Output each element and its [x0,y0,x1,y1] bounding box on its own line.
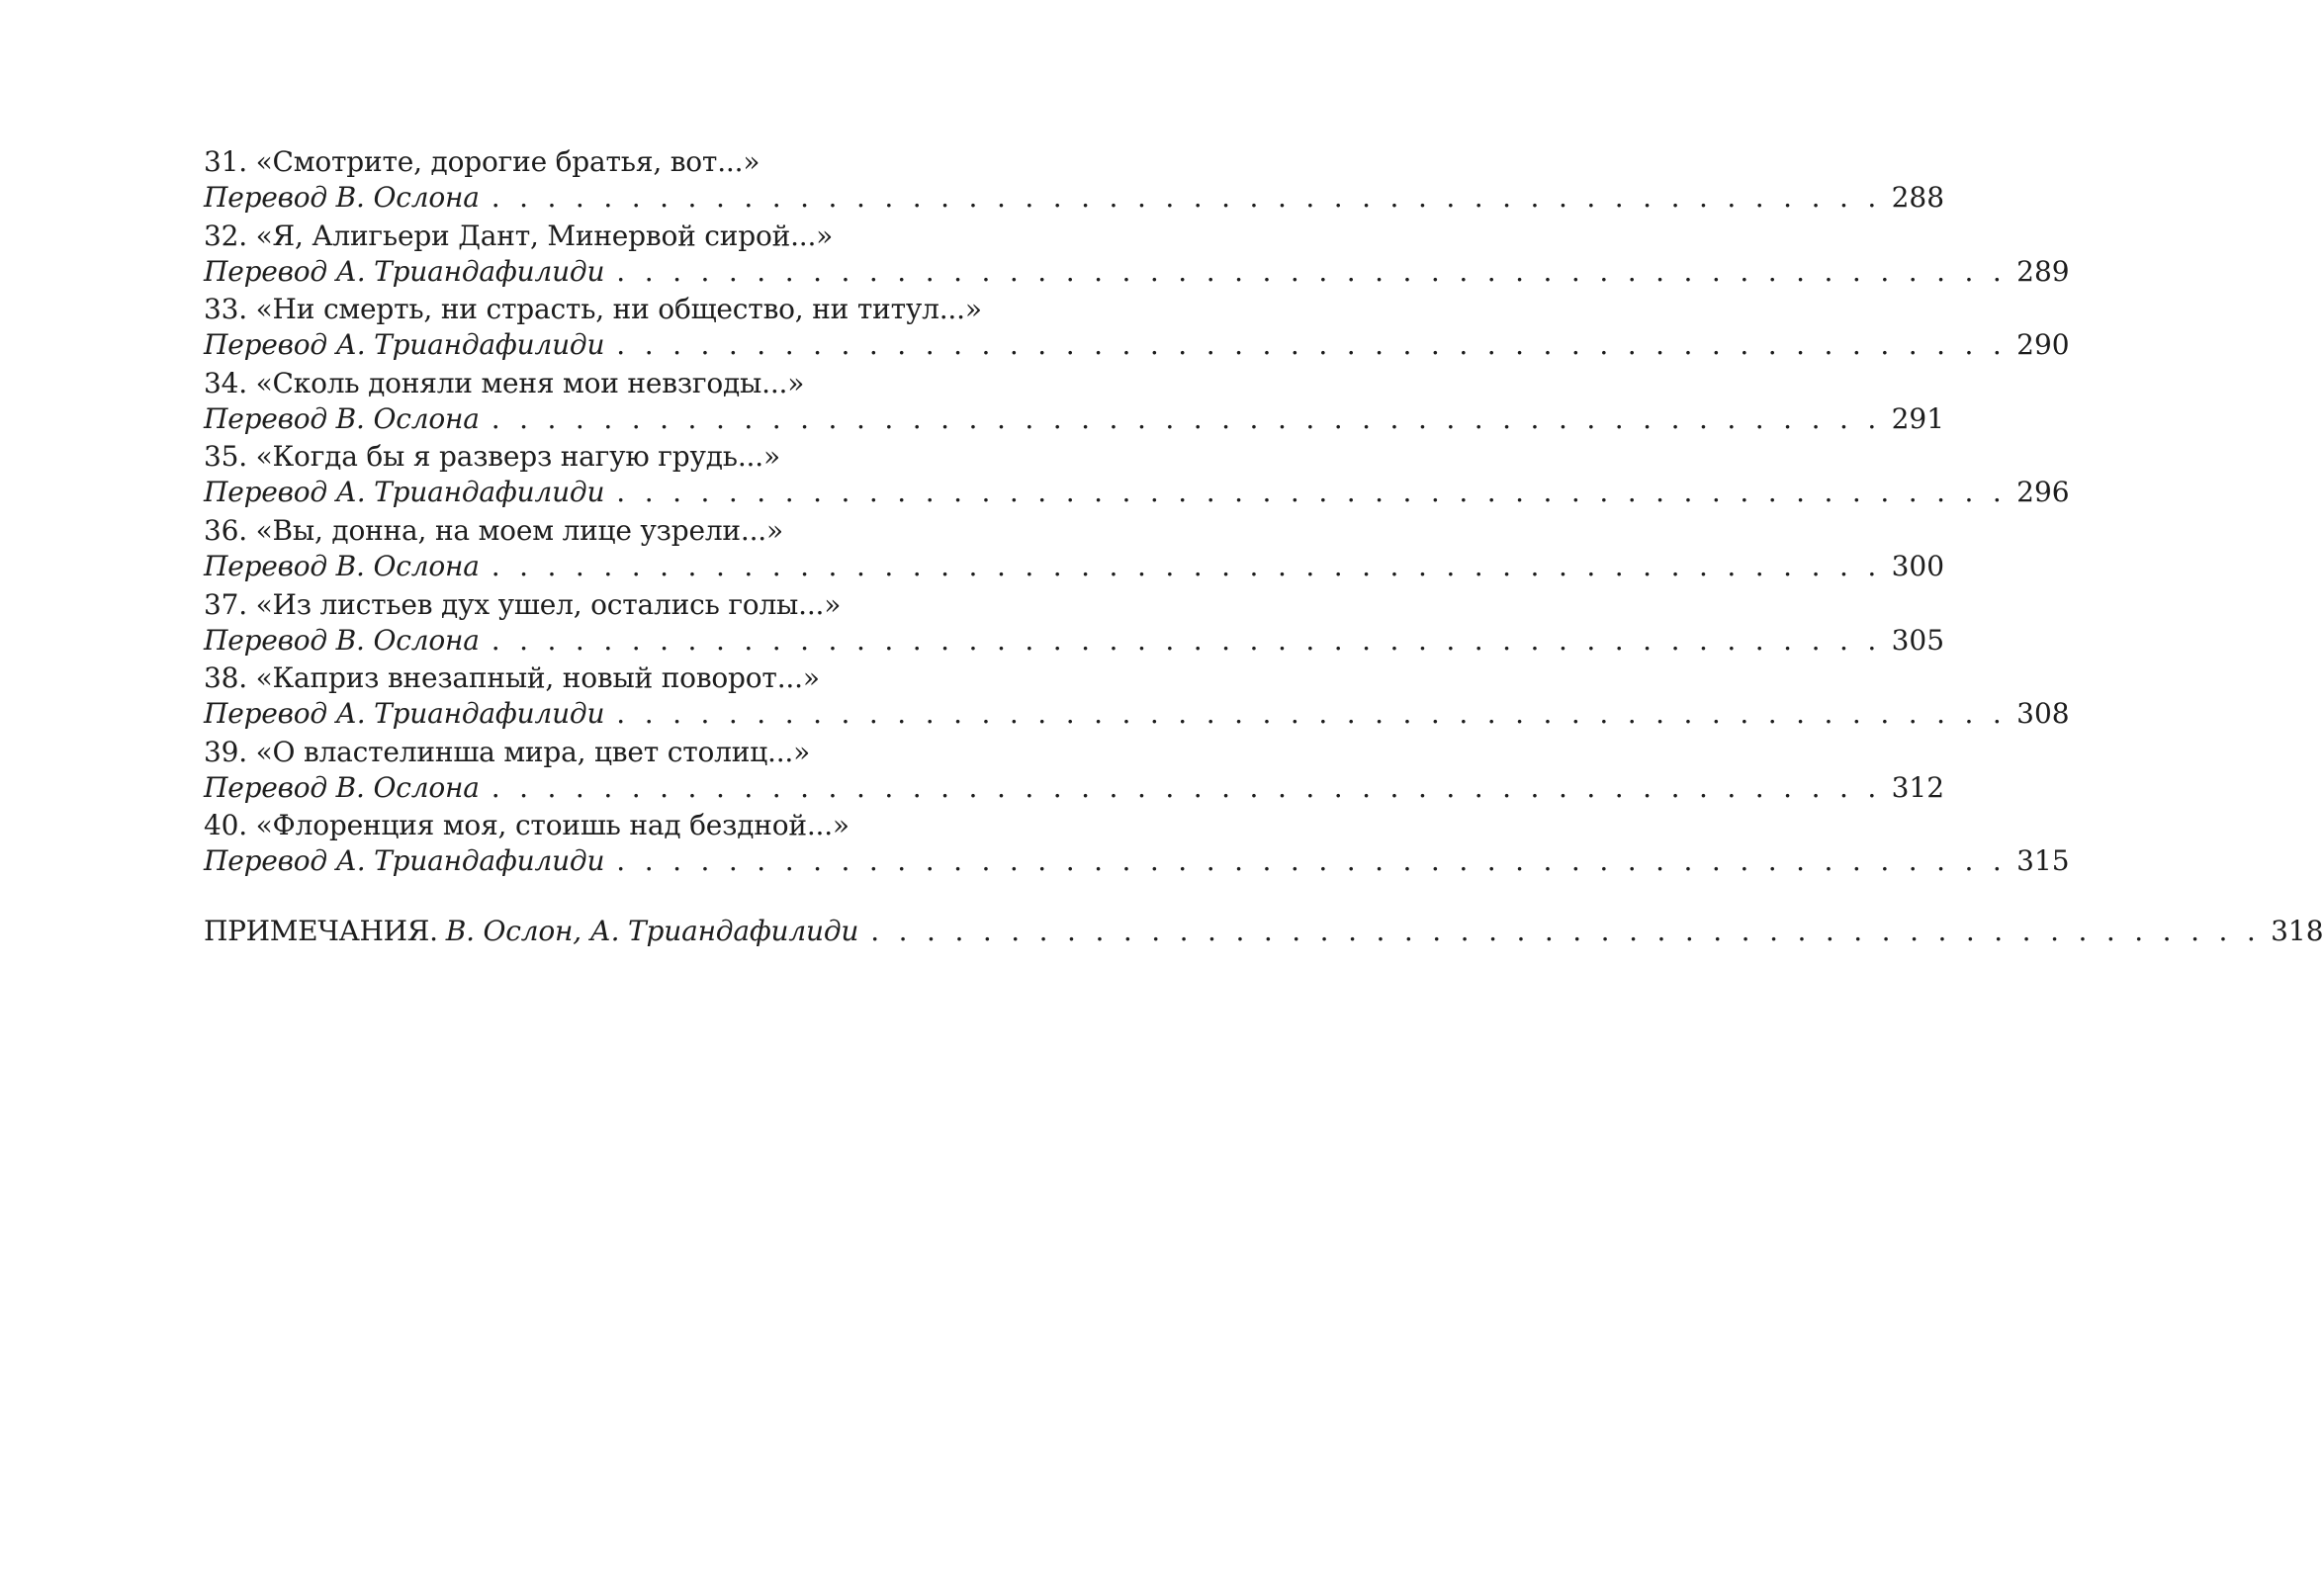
dot-leader: . . . . . . . . . . . . . . . . . . . . . . . . . . . . . . . . . . . . . . . . . . . . . . . . . . [616,254,2008,288]
entry-title: 38. «Каприз внезапный, новый поворот...» [204,661,820,695]
toc-entry [204,660,2070,735]
translator-credit: Перевод А. Триандафилиди [204,844,605,878]
entry-title: 39. «О властелинша мира, цвет столиц...» [204,735,811,768]
page-number: 291 [1891,401,1945,435]
entry-translation-line [204,254,2070,290]
notes-entry [204,914,2324,949]
dot-leader: . . . . . . . . . . . . . . . . . . . . . . . . . . . . . . . . . . . . . . . . . . . . . . . . . . [616,476,2008,509]
translator-credit: Перевод В. Ослона [204,401,480,435]
entry-translation-line [204,623,1945,659]
dot-leader: . . . . . . . . . . . . . . . . . . . . . . . . . . . . . . . . . . . . . . . . . . . . . . . . . . [616,328,2008,362]
toc-entry [204,735,1945,809]
page-number: 300 [1891,549,1945,582]
translator-credit: Перевод А. Триандафилиди [204,476,605,509]
entry-translation-line [204,549,1945,584]
translator-credit: Перевод В. Ослона [204,181,480,214]
page-number: 289 [2016,254,2070,288]
page-number: 308 [2016,697,2070,731]
dot-leader: . . . . . . . . . . . . . . . . . . . . . . . . . . . . . . . . . . . . . . . . . . . . . . . . . . [616,844,2008,878]
entry-title: 36. «Вы, донна, на моем лице узрели...» [204,513,783,547]
entry-title: 34. «Сколь доняли меня мои невзгоды...» [204,366,805,399]
page-number: 288 [1891,181,1945,214]
entry-translation-line [204,696,2070,732]
notes-heading: ПРИМЕЧАНИЯ. [204,915,438,947]
translator-credit: Перевод А. Триандафилиди [204,254,605,288]
page-number: 318 [2271,915,2324,947]
toc-entry [204,513,1945,587]
entry-translation-line [204,327,2070,363]
page-number: 296 [2016,476,2070,509]
toc-entry [204,366,1945,440]
toc-entry [204,587,1945,661]
table-of-contents [204,144,2070,882]
entry-translation-line [204,475,2070,510]
translator-credit: Перевод В. Ослона [204,623,480,657]
dot-leader: . . . . . . . . . . . . . . . . . . . . . . . . . . . . . . . . . . . . . . . . . . . . . . . . . . [491,181,1882,214]
entry-translation-line [204,770,1945,806]
dot-leader: . . . . . . . . . . . . . . . . . . . . . . . . . . . . . . . . . . . . . . . . . . . . . . . . . . [491,770,1882,804]
page-number: 305 [1891,623,1945,657]
entry-translation-line [204,180,1945,216]
toc-entry [204,439,2070,513]
translator-credit: Перевод В. Ослона [204,770,480,804]
translator-credit: Перевод В. Ослона [204,549,480,582]
translator-credit: Перевод А. Триандафилиди [204,697,605,731]
entry-title: 35. «Когда бы я разверз нагую грудь...» [204,440,780,474]
page-number: 312 [1891,770,1945,804]
entry-title: 37. «Из листьев дух ушел, остались голы...» [204,587,842,621]
toc-entry [204,144,1945,219]
dot-leader: . . . . . . . . . . . . . . . . . . . . . . . . . . . . . . . . . . . . . . . . . . . . . . . . . . [870,915,2262,947]
toc-entry [204,808,2070,882]
toc-entry [204,219,2070,293]
entry-title: 31. «Смотрите, дорогие братья, вот...» [204,145,760,178]
entry-title: 40. «Флоренция моя, стоишь над бездной...» [204,809,849,842]
dot-leader: . . . . . . . . . . . . . . . . . . . . . . . . . . . . . . . . . . . . . . . . . . . . . . . . . . [616,697,2008,731]
dot-leader: . . . . . . . . . . . . . . . . . . . . . . . . . . . . . . . . . . . . . . . . . . . . . . . . . . [491,401,1882,435]
dot-leader: . . . . . . . . . . . . . . . . . . . . . . . . . . . . . . . . . . . . . . . . . . . . . . . . . . [491,623,1882,657]
translator-credit: Перевод А. Триандафилиди [204,328,605,362]
entry-title: 33. «Ни смерть, ни страсть, ни общество, ни титул...» [204,293,982,326]
entry-translation-line [204,401,1945,437]
page-number: 315 [2016,844,2070,878]
dot-leader: . . . . . . . . . . . . . . . . . . . . . . . . . . . . . . . . . . . . . . . . . . . . . . . . . . [491,549,1882,582]
entry-title: 32. «Я, Алигьери Дант, Минервой сирой...» [204,219,834,252]
toc-entry [204,292,2070,366]
notes-authors: В. Ослон, А. Триандафилиди [445,915,859,947]
entry-translation-line [204,843,2070,879]
page-number: 290 [2016,328,2070,362]
